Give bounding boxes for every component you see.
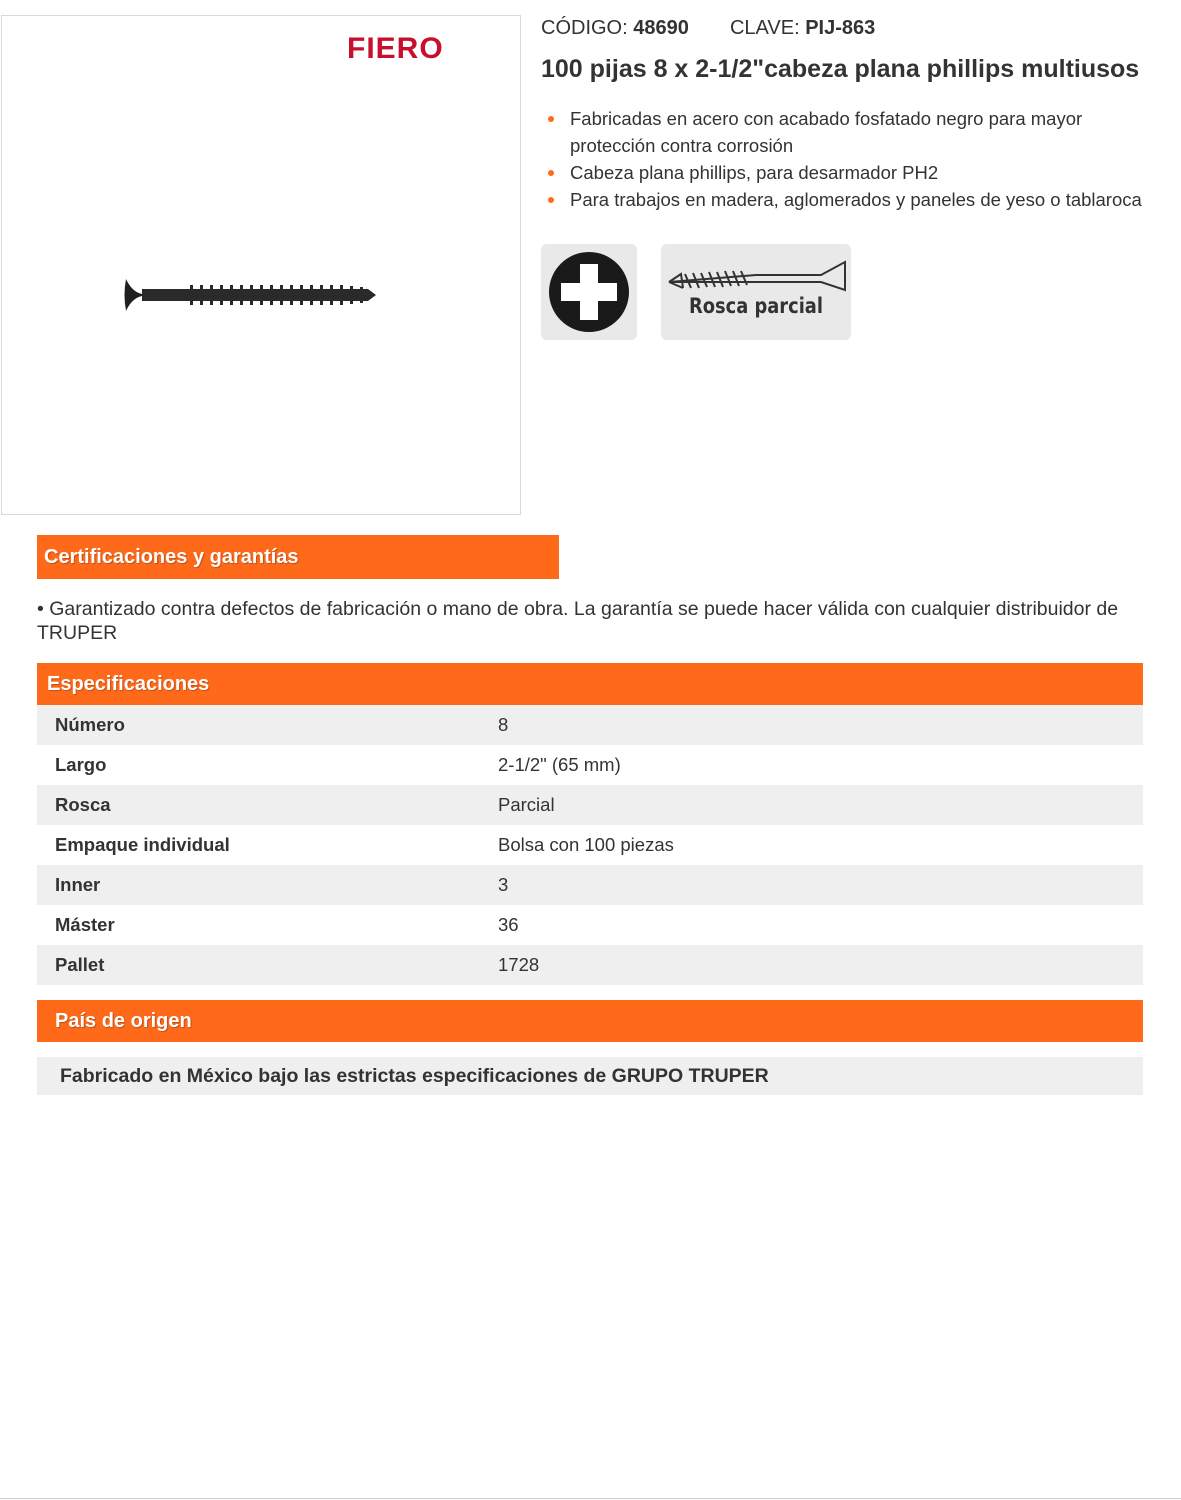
specifications-heading: Especificaciones [37,663,1143,705]
spec-key: Número [37,705,498,745]
origin-text: Fabricado en México bajo las estrictas especificaciones de GRUPO TRUPER [37,1057,1143,1095]
page-divider [0,1498,1181,1499]
spec-value: Parcial [498,785,1143,825]
feature-item: Fabricadas en acero con acabado fosfatado negro para mayor protección contra corrosión [545,105,1170,159]
code-value: 48690 [633,17,689,39]
partial-thread-icon [661,244,851,294]
origin-heading: País de origen [37,1000,1143,1042]
table-row [37,785,1143,825]
spec-key: Largo [55,754,107,775]
spec-key: Inner [37,865,498,905]
table-row [37,745,1143,785]
spec-value: 8 [498,705,1143,745]
spec-value: 1728 [498,945,1143,985]
certifications-heading: Certificaciones y garantías [37,535,559,579]
feature-item: Para trabajos en madera, aglomerados y paneles de yeso o tablaroca [545,186,1170,213]
spec-key: Empaque individual [55,834,230,855]
code-label: CÓDIGO: [541,17,628,39]
table-row [37,945,1143,985]
key-label: CLAVE: [729,17,800,39]
table-row [37,905,1143,945]
spec-key: Máster [55,914,115,935]
spec-value: 2-1/2" (65 mm) [498,754,621,775]
spec-value: Bolsa con 100 piezas [498,834,674,855]
phillips-head-tile [541,244,637,340]
key-value: PIJ-863 [805,17,876,39]
spec-value: 3 [498,865,1143,905]
phillips-head-icon [541,244,637,340]
product-codes [541,16,875,40]
partial-thread-label: Rosca parcial [689,294,823,318]
partial-thread-tile [661,244,851,340]
spec-key: Rosca [37,785,498,825]
product-image-panel [1,15,521,515]
feature-item: Cabeza plana phillips, para desarmador PH2 [545,159,1170,186]
brand-logo: FIERO [347,32,444,65]
feature-list [545,105,1170,213]
table-row [37,825,1143,865]
product-title: 100 pijas 8 x 2-1/2"cabeza plana phillips multiusos [541,55,1140,83]
screw-product-image [120,272,380,318]
table-row [37,865,1143,905]
table-row [37,705,1143,745]
specifications-table [37,705,1143,985]
warranty-text: • Garantizado contra defectos de fabricación o mano de obra. La garantía se puede hacer válida con cualquier distribuidor de TRUPER [37,598,1119,644]
spec-key: Pallet [37,945,498,985]
spec-value: 36 [498,914,519,935]
